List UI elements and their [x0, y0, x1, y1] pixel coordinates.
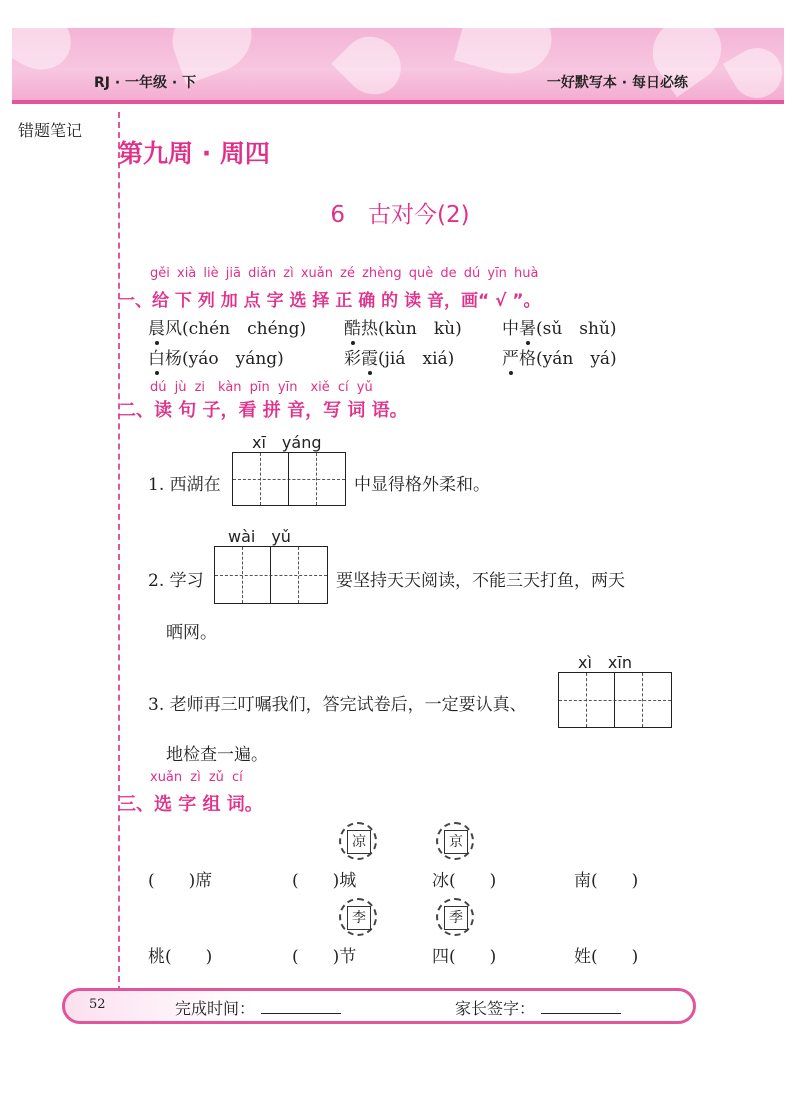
s1-item-4: 白杨(yáo yáng)	[148, 349, 284, 369]
s1-item-3: 中暑(sǔ shǔ)	[502, 319, 617, 339]
g2-item-1[interactable]: 桃( )	[148, 947, 213, 967]
margin-divider	[118, 112, 120, 992]
q3-writing-grid[interactable]	[558, 672, 672, 728]
choice-char-3: 李	[339, 898, 377, 936]
choice-char-1: 凉	[339, 822, 377, 860]
grade-label: RJ · 一年级 · 下	[94, 75, 197, 91]
g2-item-4[interactable]: 姓( )	[574, 947, 639, 967]
choice-char-2: 京	[436, 822, 474, 860]
q2-writing-grid[interactable]	[214, 546, 328, 604]
g1-item-2[interactable]: ( )城	[292, 871, 357, 891]
parent-signature-field[interactable]	[541, 1013, 621, 1014]
g2-item-3[interactable]: 四( )	[432, 947, 497, 967]
q1-pinyin: xī yáng	[252, 433, 322, 452]
q3-cont: 地检查一遍。	[166, 745, 268, 765]
completion-time-field[interactable]	[261, 1013, 341, 1014]
book-title: 一好默写本 · 每日必练	[546, 75, 688, 91]
q1-after: 中显得格外柔和。	[354, 475, 490, 495]
page-header	[12, 28, 784, 104]
header-divider	[12, 100, 784, 104]
section1-pinyin: gěi xià liè jiā diǎn zì xuǎn zé zhèng què de dú yīn huà	[150, 266, 539, 281]
s1-item-2: 酷热(kùn kù)	[344, 319, 462, 339]
q2-before: 2. 学习	[148, 571, 204, 591]
q2-after: 要坚持天天阅读，不能三天打鱼，两天	[336, 571, 625, 591]
section1-title: 一、给 下 列 加 点 字 选 择 正 确 的 读 音，画“ √ ”。	[118, 291, 541, 311]
g2-item-2[interactable]: ( )节	[292, 947, 357, 967]
s1-item-5: 彩霞(jiá xiá)	[344, 349, 455, 369]
q3-pinyin: xì xīn	[578, 653, 632, 672]
g1-item-4[interactable]: 南( )	[574, 871, 639, 891]
section2-title: 二、读 句 子，看 拼 音，写 词 语。	[118, 400, 408, 421]
page-footer	[62, 988, 696, 1024]
s1-item-6: 严格(yán yá)	[502, 349, 617, 369]
section2-pinyin: dú jù zi kàn pīn yīn xiě cí yǔ	[150, 380, 373, 395]
g1-item-3[interactable]: 冰( )	[432, 871, 497, 891]
q3-before: 3. 老师再三叮嘱我们，答完试卷后，一定要认真、	[148, 695, 527, 715]
week-title: 第九周 · 周四	[118, 139, 270, 168]
parent-signature-label: 家长签字：	[455, 999, 536, 1018]
section3-pinyin: xuǎn zì zǔ cí	[150, 770, 243, 785]
g1-item-1[interactable]: ( )席	[148, 871, 213, 891]
q1-writing-grid[interactable]	[232, 452, 346, 506]
lesson-title: 6 古对今(2)	[330, 202, 470, 228]
page-number: 52	[89, 997, 106, 1012]
margin-label: 错题笔记	[18, 121, 83, 140]
q2-cont: 晒网。	[166, 623, 217, 643]
choice-char-4: 季	[436, 898, 474, 936]
completion-time-label: 完成时间：	[175, 999, 256, 1018]
s1-item-1: 晨风(chén chéng)	[148, 319, 307, 339]
section3-title: 三、选 字 组 词。	[118, 794, 263, 815]
q2-pinyin: wài yǔ	[228, 527, 291, 546]
q1-before: 1. 西湖在	[148, 475, 221, 495]
